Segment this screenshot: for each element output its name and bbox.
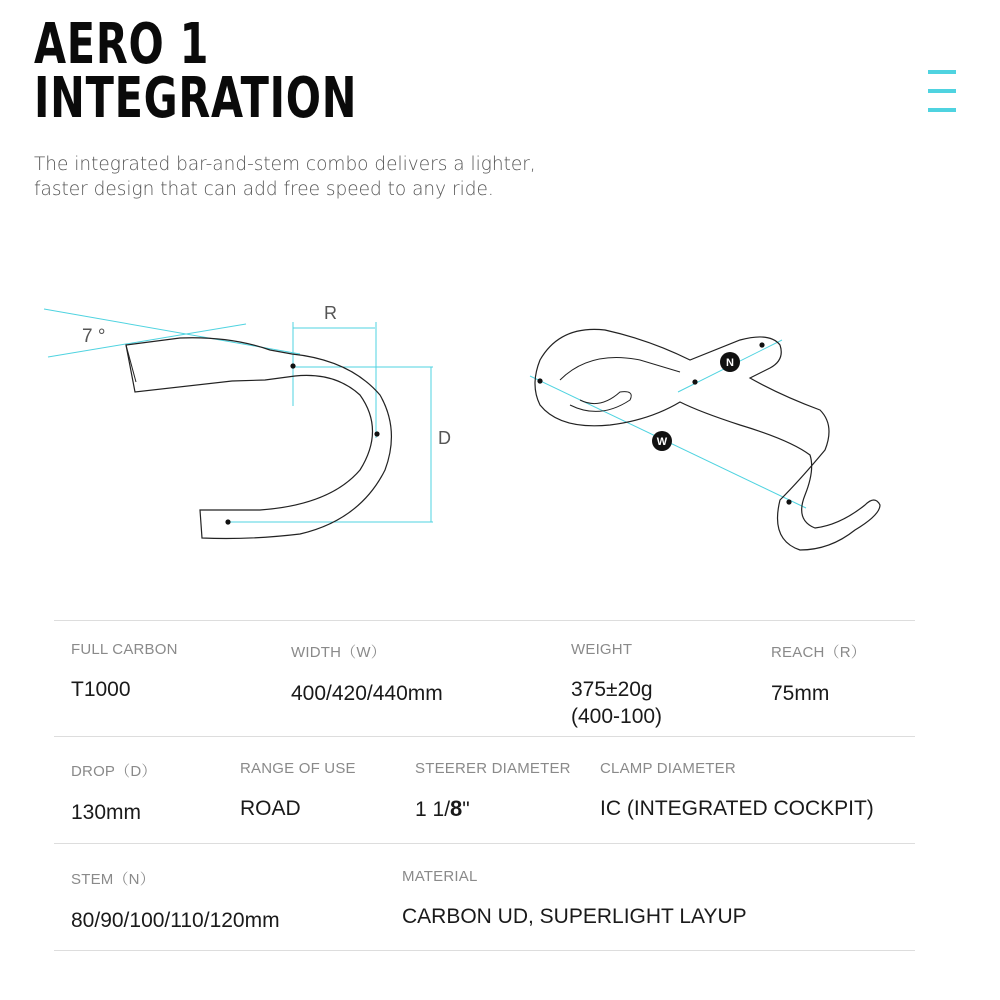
spec-value: IC (INTEGRATED COCKPIT) (600, 797, 874, 820)
spec-value (415, 795, 571, 823)
spec-value: 400/420/440mm (291, 682, 443, 705)
spec-label: DROP（D） (71, 763, 157, 780)
spec-full-carbon (71, 641, 178, 703)
spec-value: ROAD (240, 797, 301, 820)
spec-value-secondary: (400-100) (571, 705, 663, 728)
spec-label: FULL CARBON (71, 641, 178, 658)
handlebar-diagram (0, 290, 1000, 570)
stem-badge (720, 352, 740, 372)
steerer-value-suffix: " (462, 798, 470, 821)
spec-value: T1000 (71, 678, 131, 701)
divider (54, 950, 915, 951)
spec-weight (571, 641, 662, 730)
reach-label: R (324, 303, 337, 323)
spec-label: WIDTH（W） (291, 644, 386, 661)
page-title (34, 12, 358, 131)
spec-value: 75mm (771, 682, 830, 705)
title-line-2: INTEGRATION (34, 66, 358, 131)
spec-stem (71, 868, 280, 934)
subtitle-line-2: faster design that can add free speed to any ride. (34, 179, 494, 200)
width-badge-label: W (656, 436, 668, 448)
spec-label: REACH（R） (771, 644, 866, 661)
spec-label: RANGE OF USE (240, 760, 356, 777)
page-subtitle (34, 152, 536, 202)
spec-steerer-diameter (415, 760, 571, 823)
divider (54, 736, 915, 737)
top-view-drawing (530, 329, 880, 550)
spec-value: 375±20g (571, 678, 653, 701)
spec-label: STEM（N） (71, 871, 155, 888)
spec-label: WEIGHT (571, 641, 633, 658)
spec-label: STEERER DIAMETER (415, 760, 571, 777)
spec-label: MATERIAL (402, 868, 478, 885)
angle-label: 7 ° (82, 326, 106, 347)
spec-drop (71, 760, 157, 826)
divider (54, 620, 915, 621)
spec-range-of-use (240, 760, 356, 822)
spec-value: 80/90/100/110/120mm (71, 909, 280, 932)
steerer-value-prefix: 1 1/ (415, 798, 451, 821)
divider (54, 843, 915, 844)
spec-value: CARBON UD, SUPERLIGHT LAYUP (402, 905, 747, 928)
spec-material (402, 868, 747, 930)
stem-badge-label: N (726, 357, 734, 369)
spec-reach (771, 641, 866, 707)
spec-value: 130mm (71, 801, 142, 824)
hamburger-menu-icon[interactable] (928, 70, 956, 112)
drop-label: D (438, 428, 451, 448)
spec-clamp-diameter (600, 760, 874, 822)
spec-width (291, 641, 443, 707)
width-badge (652, 431, 672, 451)
title-line-1: AERO 1 (34, 12, 210, 77)
steerer-value-bold: 8 (450, 796, 463, 821)
spec-label: CLAMP DIAMETER (600, 760, 736, 777)
subtitle-line-1: The integrated bar-and-stem combo delivers a lighter, (34, 154, 536, 175)
